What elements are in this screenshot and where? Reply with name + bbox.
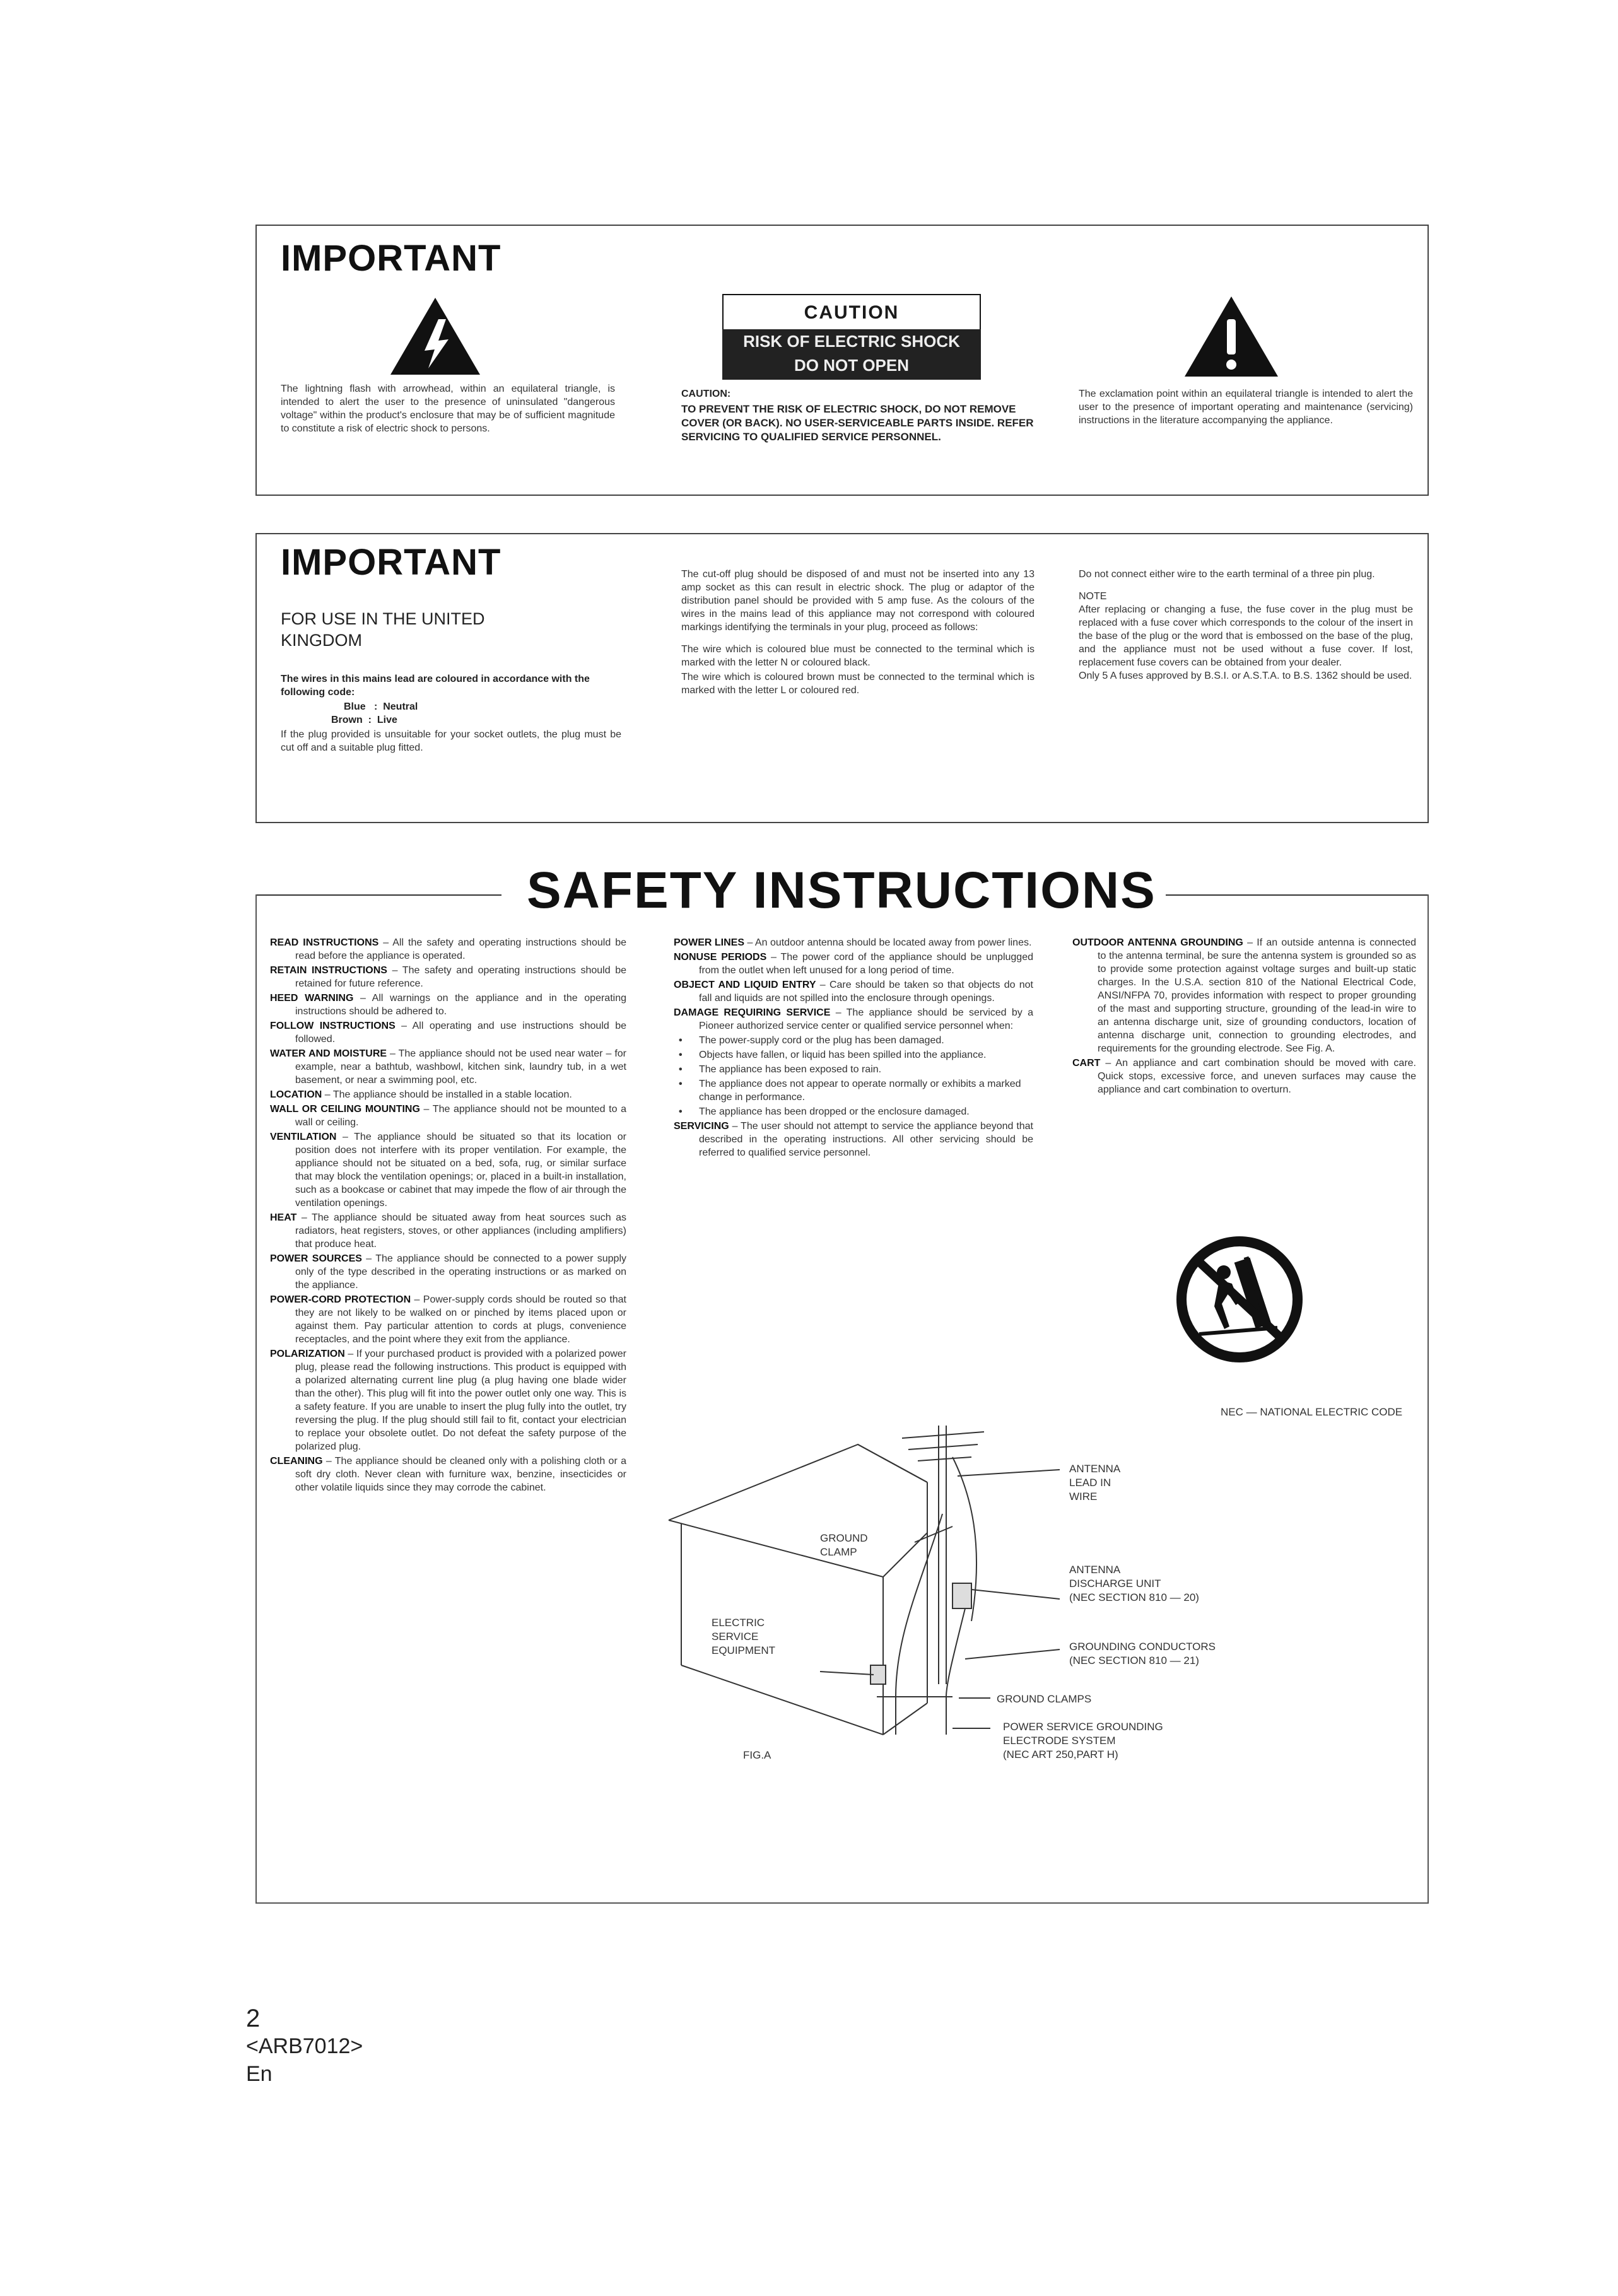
safety-item-title: HEED WARNING bbox=[270, 993, 354, 1004]
safety-item-text: – All operating and use instructions should be followed. bbox=[295, 1021, 627, 1045]
safety-item-text: – The appliance should be situated so that its location or position does not interfere with its proper ventilation. For example, the appliance should not be situated on a bed, sofa, rug, or similar surface that may block the ventilation openings; or, placed in a built-in installation, such as a bookcase or cabinet that may impede the flow of air through the ventilation openings. bbox=[295, 1132, 626, 1209]
safety-item-title: NONUSE PERIODS bbox=[674, 952, 767, 963]
safety-frame-left bbox=[255, 894, 257, 1904]
uk-col-2 bbox=[681, 568, 1035, 697]
wire-brown: Brown : Live bbox=[331, 715, 397, 725]
label-electric-service-3: EQUIPMENT bbox=[712, 1644, 776, 1656]
safety-item-text: – The safety and operating instructions should be retained for future reference. bbox=[295, 965, 627, 989]
uk-subtitle bbox=[281, 608, 485, 651]
cart-warning-icon bbox=[1170, 1233, 1309, 1366]
caution-text: TO PREVENT THE RISK OF ELECTRIC SHOCK, DO NOT REMOVE COVER (OR BACK). NO USER-SERVICEABLE PARTS INSIDE. REFER SERVICING TO QUALIFIED SERVICE PERSONNEL. bbox=[681, 403, 1034, 443]
safety-frame-bottom bbox=[255, 1902, 1429, 1904]
safety-item bbox=[674, 978, 1033, 1005]
safety-col-2 bbox=[674, 936, 1033, 1161]
nec-caption: NEC — NATIONAL ELECTRIC CODE bbox=[1221, 1406, 1403, 1418]
uk-important-title: IMPORTANT bbox=[281, 542, 501, 583]
safety-item bbox=[270, 1019, 626, 1046]
safety-item-text: – An appliance and cart combination should be moved with care. Quick stops, excessive force, and uneven surfaces may cause the appliance and cart combination to overturn. bbox=[1098, 1058, 1416, 1095]
safety-item bbox=[270, 936, 626, 963]
safety-item-text: – The appliance should be serviced by a Pioneer authorized service center or qualified service personnel when: bbox=[699, 1007, 1034, 1031]
safety-item-title: WATER AND MOISTURE bbox=[270, 1048, 387, 1059]
safety-item bbox=[674, 1120, 1033, 1159]
label-power-service-1: POWER SERVICE GROUNDING bbox=[1003, 1721, 1163, 1733]
safety-frame-right bbox=[1427, 894, 1429, 1904]
safety-item-text: – All the safety and operating instructions should be read before the appliance is operated. bbox=[295, 937, 627, 961]
service-condition-bullet: • The power-supply cord or the plug has been damaged. bbox=[674, 1034, 1033, 1047]
safety-item bbox=[674, 1006, 1033, 1033]
uk-subtitle-line-2: KINGDOM bbox=[281, 631, 363, 650]
safety-item-text: – The appliance should not be mounted to a wall or ceiling. bbox=[295, 1104, 626, 1128]
safety-item-text: – If an outside antenna is connected to the antenna terminal, be sure the antenna system is grounded so as to provide some protection against voltage surges and built-up static charges. In the U.S.A. section 810 of the National Electrical Code, ANSI/NFPA 70, provides information with respect to proper grounding of the mast and supporting structure, grounding of the lead-in wire to an antenna discharge unit, size of grounding conductors, location of antenna discharge unit, connection to grounding electrodes, and requirements for the grounding electrode. See Fig. A. bbox=[1098, 937, 1416, 1054]
safety-item bbox=[270, 1130, 626, 1210]
important-title: IMPORTANT bbox=[281, 238, 501, 279]
safety-item-title: POWER LINES bbox=[674, 937, 745, 948]
safety-item bbox=[1072, 1057, 1416, 1096]
label-antenna-lead-in bbox=[1069, 1462, 1120, 1504]
uk-subtitle-line-1: FOR USE IN THE UNITED bbox=[281, 609, 485, 628]
safety-item-text: – The appliance should be cleaned only with a polishing cloth or a soft dry cloth. Never clean with furniture wax, benzine, insecticides or other volatile liquids since they may corrode the cabinet. bbox=[295, 1456, 626, 1493]
safety-item-text: – An outdoor antenna should be located away from power lines. bbox=[744, 937, 1032, 948]
caution-band-line-1: RISK OF ELECTRIC SHOCK bbox=[722, 329, 981, 353]
safety-item-text: – Care should be taken so that objects do not fall and liquids are not spilled into the enclosure through openings. bbox=[699, 980, 1034, 1004]
safety-item-text: – All warnings on the appliance and in the operating instructions should be adhered to. bbox=[295, 993, 626, 1017]
caution-heading: CAUTION: bbox=[681, 389, 731, 399]
safety-rule-left bbox=[255, 894, 501, 896]
safety-item-title: VENTILATION bbox=[270, 1132, 337, 1142]
safety-title: SAFETY INSTRUCTIONS bbox=[527, 862, 1156, 919]
label-discharge-unit-3: (NEC SECTION 810 — 20) bbox=[1069, 1591, 1199, 1603]
label-discharge-unit-1: ANTENNA bbox=[1069, 1564, 1121, 1576]
footer bbox=[246, 2005, 363, 2088]
fuse-approval-text: Only 5 A fuses approved by B.S.I. or A.S.T.A. to B.S. 1362 should be used. bbox=[1079, 671, 1412, 681]
safety-item bbox=[1072, 936, 1416, 1055]
safety-item-text: – The user should not attempt to service the appliance beyond that described in the operating instructions. All other servicing should be referred to qualified service personnel. bbox=[699, 1121, 1033, 1158]
wires-heading: The wires in this mains lead are coloured in accordance with the following code: bbox=[281, 674, 590, 698]
safety-item-title: FOLLOW INSTRUCTIONS bbox=[270, 1021, 396, 1031]
wire-blue: Blue : Neutral bbox=[344, 701, 418, 712]
safety-item bbox=[674, 936, 1033, 949]
service-condition-bullet: • The appliance has been exposed to rain. bbox=[674, 1063, 1033, 1076]
plug-unsuitable-text: If the plug provided is unsuitable for your socket outlets, the plug must be cut off and a suitable plug fitted. bbox=[281, 729, 621, 753]
safety-item-text: – The appliance should not be used near water – for example, near a bathtub, washbowl, kitchen sink, laundry tub, in a wet basement, or near a swimming pool, etc. bbox=[295, 1048, 626, 1086]
safety-rule-right bbox=[1166, 894, 1429, 896]
safety-col-3 bbox=[1072, 936, 1416, 1098]
service-condition-bullet: • Objects have fallen, or liquid has been spilled into the appliance. bbox=[674, 1048, 1033, 1062]
uk-col-3 bbox=[1079, 568, 1413, 682]
exclamation-description: The exclamation point within an equilateral triangle is intended to alert the user to the presence of important operating and maintenance (servicing) instructions in the literature accompanying the appliance. bbox=[1079, 389, 1413, 426]
safety-col-1 bbox=[270, 936, 626, 1496]
safety-item-title: POWER-CORD PROTECTION bbox=[270, 1294, 411, 1305]
document-code: <ARB7012> bbox=[246, 2034, 363, 2058]
safety-item-title: LOCATION bbox=[270, 1089, 322, 1100]
exclamation-warning-icon bbox=[1183, 294, 1281, 379]
label-antenna-lead-in-3: WIRE bbox=[1069, 1491, 1098, 1502]
safety-item bbox=[270, 1211, 626, 1251]
safety-item-text: – The appliance should be situated away from heat sources such as radiators, heat registers, stoves, or other appliances (including amplifiers) that produce heat. bbox=[295, 1212, 626, 1250]
label-grounding-conductors-1: GROUNDING CONDUCTORS bbox=[1069, 1641, 1216, 1653]
label-grounding-conductors bbox=[1069, 1640, 1216, 1668]
safety-item-text: – If your purchased product is provided with a polarized power plug, please read the following instructions. This product is equipped with a polarized alternating current line plug (a plug having one blade wider than the other). This plug will fit into the power outlet only one way. This is a safety feature. If you are unable to insert the plug fully into the outlet, try reversing the plug. If the plug should still fail to fit, contact your electrician to replace your obsolete outlet. Do not defeat the safety purpose of the polarized plug. bbox=[295, 1349, 626, 1452]
safety-item-text: – The appliance should be connected to a power supply only of the type described in the operating instructions or as marked on the appliance. bbox=[295, 1253, 627, 1291]
label-discharge-unit bbox=[1069, 1563, 1199, 1605]
label-power-service-3: (NEC ART 250,PART H) bbox=[1003, 1748, 1118, 1760]
safety-item bbox=[270, 1347, 626, 1453]
blue-wire-text: The wire which is coloured blue must be connected to the terminal which is marked with the letter N or coloured black. bbox=[681, 644, 1035, 668]
label-electric-service bbox=[712, 1616, 775, 1658]
label-ground-clamp-1: GROUND bbox=[820, 1532, 868, 1544]
safety-item-title: CART bbox=[1072, 1058, 1101, 1069]
earth-terminal-text: Do not connect either wire to the earth terminal of a three pin plug. bbox=[1079, 569, 1375, 580]
safety-item-title: SERVICING bbox=[674, 1121, 729, 1132]
safety-item-title: DAMAGE REQUIRING SERVICE bbox=[674, 1007, 831, 1018]
label-electric-service-1: ELECTRIC bbox=[712, 1617, 765, 1629]
language-code: En bbox=[246, 2062, 273, 2086]
service-condition-bullet: • The appliance does not appear to operate normally or exhibits a marked change in performance. bbox=[674, 1077, 1033, 1104]
safety-item bbox=[270, 1455, 626, 1494]
label-grounding-conductors-2: (NEC SECTION 810 — 21) bbox=[1069, 1655, 1199, 1666]
lightning-warning-icon bbox=[388, 295, 483, 377]
safety-item-text: – The appliance should be installed in a stable location. bbox=[322, 1089, 572, 1100]
label-discharge-unit-2: DISCHARGE UNIT bbox=[1069, 1578, 1161, 1590]
label-electric-service-2: SERVICE bbox=[712, 1631, 759, 1643]
label-ground-clamp bbox=[820, 1532, 868, 1559]
safety-item-title: OBJECT AND LIQUID ENTRY bbox=[674, 980, 816, 990]
uk-col-1 bbox=[281, 672, 621, 754]
safety-item-title: POWER SOURCES bbox=[270, 1253, 362, 1264]
safety-item bbox=[270, 1252, 626, 1292]
cut-off-plug-text: The cut-off plug should be disposed of and must not be inserted into any 13 amp socket as this can result in electric shock. The plug or adaptor of the distribution panel should be provided with 5 amp fuse. As the colours of the wires in the mains lead of this appliance may not correspond with coloured markings identifying the terminals in your plug, proceed as follows: bbox=[681, 569, 1035, 633]
service-condition-bullet: • The appliance has been dropped or the enclosure damaged. bbox=[674, 1105, 1033, 1118]
safety-item-title: RETAIN INSTRUCTIONS bbox=[270, 965, 387, 976]
note-heading: NOTE bbox=[1079, 591, 1107, 602]
label-power-service bbox=[1003, 1720, 1163, 1762]
safety-item-text: – The power cord of the appliance should be unplugged from the outlet when left unused for a long period of time. bbox=[699, 952, 1033, 976]
safety-item-text: – Power-supply cords should be routed so that they are not likely to be walked on or pinched by items placed upon or against them. Pay particular attention to cords at plugs, convenience receptacles, and the point where they exit from the appliance. bbox=[295, 1294, 627, 1345]
safety-item bbox=[674, 951, 1033, 977]
safety-item bbox=[270, 1047, 626, 1087]
caution-band bbox=[722, 329, 981, 380]
safety-item-title: READ INSTRUCTIONS bbox=[270, 937, 379, 948]
safety-item bbox=[270, 992, 626, 1018]
label-ground-clamps: GROUND CLAMPS bbox=[997, 1693, 1092, 1705]
safety-item bbox=[270, 1088, 626, 1101]
brown-wire-text: The wire which is coloured brown must be connected to the terminal which is marked with the letter L or coloured red. bbox=[681, 672, 1035, 696]
safety-item-title: CLEANING bbox=[270, 1456, 323, 1467]
safety-item-title: HEAT bbox=[270, 1212, 297, 1223]
caution-label: CAUTION bbox=[722, 294, 981, 332]
safety-item bbox=[270, 1103, 626, 1129]
fuse-cover-text: After replacing or changing a fuse, the fuse cover in the plug must be replaced with a fuse cover which corresponds to the colour of the insert in the base of the plug or the word that is embossed on the base of the plug, and the appliance must not be used without a fuse cover. If lost, replacement fuse covers can be obtained from your dealer. bbox=[1079, 604, 1413, 668]
safety-item-title: POLARIZATION bbox=[270, 1349, 345, 1359]
page-number: 2 bbox=[246, 2005, 261, 2032]
safety-item-title: WALL OR CEILING MOUNTING bbox=[270, 1104, 420, 1115]
figure-caption: FIG.A bbox=[743, 1749, 771, 1761]
safety-item bbox=[270, 964, 626, 990]
label-antenna-lead-in-1: ANTENNA bbox=[1069, 1463, 1121, 1475]
lightning-description: The lightning flash with arrowhead, within an equilateral triangle, is intended to alert the user to the presence of uninsulated "dangerous voltage" within the product's enclosure that may be of sufficient magnitude to constitute a risk of electric shock to persons. bbox=[281, 384, 615, 434]
safety-item-title: OUTDOOR ANTENNA GROUNDING bbox=[1072, 937, 1243, 948]
label-ground-clamp-2: CLAMP bbox=[820, 1546, 857, 1558]
label-power-service-2: ELECTRODE SYSTEM bbox=[1003, 1735, 1116, 1747]
safety-item bbox=[270, 1293, 626, 1346]
label-antenna-lead-in-2: LEAD IN bbox=[1069, 1477, 1111, 1489]
caution-band-line-2: DO NOT OPEN bbox=[722, 353, 981, 380]
